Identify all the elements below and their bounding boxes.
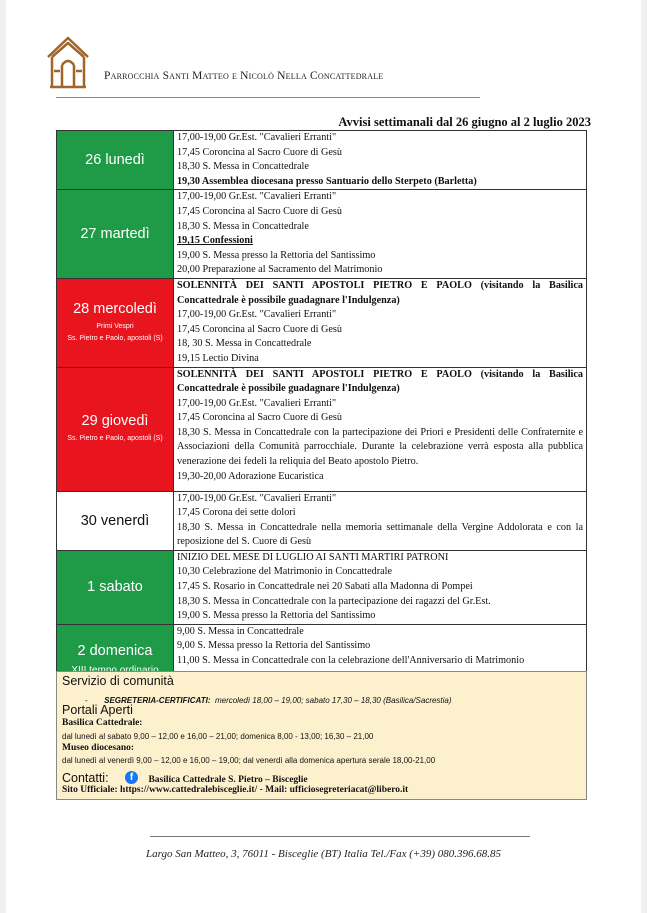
event-line: 18,30 S. Messa in Concattedrale con la partecipazione dei Priori e Presidenti delle Confraternite e Associazioni della Comunità parrocchiale. Durante la celebrazione verrà esposta alla pubblica venerazione dei fedeli la reliquia del Beato apostolo Pietro. (177, 426, 583, 468)
event-line: 19,15 Lectio Divina (177, 352, 259, 364)
facebook-icon[interactable]: f (125, 771, 138, 784)
museo-hours: dal lunedì al venerdì 9,00 – 12,00 e 16,00 – 19,00; dal venerdì alla domenica apertura serale 18,00-21,00 (62, 756, 436, 765)
day-row (57, 131, 587, 190)
events-cell (174, 190, 587, 279)
event-line: 11,00 S. Messa in Concattedrale con la celebrazione dell'Anniversario di Matrimonio (177, 655, 525, 667)
event-line: 18, 30 S. Messa in Concattedrale (177, 338, 312, 350)
day-cell (57, 491, 174, 550)
day-name: 2 domenica (77, 642, 153, 659)
weekly-notices-title: Avvisi settimanali dal 26 giugno al 2 luglio 2023 (338, 115, 591, 129)
events-cell (174, 367, 587, 491)
day-name: 27 martedì (80, 226, 150, 243)
day-name: 28 mercoledì (73, 300, 157, 317)
weekly-schedule-table (56, 130, 587, 695)
parish-name: Parrocchia Santi Matteo e Nicolò Nella Concattedrale (104, 70, 384, 82)
event-line: 20,00 Preparazione al Sacramento del Matrimonio (177, 264, 383, 276)
event-line: 18,30 S. Messa in Concattedrale (177, 161, 309, 173)
day-row (57, 550, 587, 624)
day-row (57, 190, 587, 279)
day-cell (57, 550, 174, 624)
church-logo (44, 35, 92, 91)
event-line: 17,45 S. Rosario in Concattedrale nei 20 Sabati alla Madonna di Pompei (177, 581, 473, 593)
event-line: 17,45 Coroncina al Sacro Cuore di Gesù (177, 146, 342, 158)
segreteria-hours: mercoledì 18,00 – 19,00; sabato 17,30 – 18,30 (Basilica/Sacrestia) (214, 696, 452, 705)
event-line: 17,00-19,00 Gr.Est. "Cavalieri Erranti" (177, 397, 337, 409)
events-cell (174, 491, 587, 550)
event-line: 17,00-19,00 Gr.Est. "Cavalieri Erranti" (177, 492, 337, 504)
event-line: 17,45 Coroncina al Sacro Cuore di Gesù (177, 323, 342, 335)
day-name: 29 giovedì (81, 413, 149, 430)
day-cell (57, 367, 174, 491)
event-line: 18,30 S. Messa in Concattedrale (177, 220, 309, 232)
services-title: Servizio di comunità (62, 674, 174, 688)
day-note: Ss. Pietro e Paolo, apostoli (S) (67, 335, 163, 343)
day-name: 1 sabato (87, 579, 143, 596)
footer-divider (150, 836, 530, 837)
header-divider (56, 97, 480, 98)
event-line: 17,00-19,00 Gr.Est. "Cavalieri Erranti" (177, 191, 337, 203)
solemnity-heading: SOLENNITÀ DEI SANTI APOSTOLI PIETRO E PAOLO (visitando la Basilica Concattedrale è possibile guadagnare l'Indulgenza) (177, 279, 583, 306)
event-line: 17,45 Corona dei sette dolori (177, 507, 296, 519)
events-cell (174, 131, 587, 190)
portali-title: Portali Aperti (62, 703, 133, 717)
event-line: 19,15 Confessioni (177, 235, 253, 247)
solemnity-heading: SOLENNITÀ DEI SANTI APOSTOLI PIETRO E PAOLO (visitando la Basilica Concattedrale è possibile guadagnare l'Indulgenza) (177, 368, 583, 395)
contacts-label: Contatti: (62, 771, 109, 785)
day-note: Primi Vespri (96, 322, 134, 330)
event-line: 17,00-19,00 Gr.Est. "Cavalieri Erranti" (177, 132, 337, 143)
event-line: 9,00 S. Messa in Concattedrale (177, 625, 304, 637)
event-line: 19,30-20,00 Adorazione Eucaristica (177, 470, 324, 482)
event-line: 17,00-19,00 Gr.Est. "Cavalieri Erranti" (177, 309, 337, 321)
footer-address: Largo San Matteo, 3, 76011 - Bisceglie (BT) Italia Tel./Fax (+39) 080.396.68.85 (145, 848, 501, 860)
day-row (57, 278, 587, 367)
website-mail-line[interactable]: Sito Ufficiale: https://www.cattedralebisceglie.it/ - Mail: ufficiosegreteriacat@libero.it (62, 785, 409, 795)
event-line: 18,30 S. Messa in Concattedrale nella memoria settimanale della Vergine Addolorata e con la reposizione del S. Cuore di Gesù (177, 521, 583, 548)
day-cell (57, 278, 174, 367)
museo-label: Museo diocesano: (62, 743, 135, 753)
event-line: 17,45 Coroncina al Sacro Cuore di Gesù (177, 412, 342, 424)
event-line: 19,00 S. Messa presso la Rettoria del Santissimo (177, 249, 376, 261)
basilica-hours: dal lunedì al sabato 9,00 – 12,00 e 16,00 – 21,00; domenica 8,00 - 13,00; 16,30 – 21,00 (62, 732, 374, 741)
day-name: 30 venerdì (80, 512, 150, 529)
event-line: 17,45 Coroncina al Sacro Cuore di Gesù (177, 205, 342, 217)
events-cell (174, 278, 587, 367)
event-line: 19,00 S. Messa presso la Rettoria del Santissimo (177, 610, 376, 622)
day-row (57, 491, 587, 550)
event-line: 9,00 S. Messa presso la Rettoria del Santissimo (177, 640, 371, 652)
day-cell (57, 131, 174, 190)
day-cell (57, 190, 174, 279)
segreteria-label: SEGRETERIA-CERTIFICATI: (104, 696, 211, 705)
event-line: INIZIO DEL MESE DI LUGLIO AI SANTI MARTIRI PATRONI (177, 551, 449, 563)
community-services-box (56, 671, 587, 800)
events-cell (174, 550, 587, 624)
bullet: - (85, 696, 88, 705)
event-line: 19,30 Assemblea diocesana presso Santuario dello Sterpeto (Barletta) (177, 175, 477, 187)
facebook-link[interactable]: Basilica Cattedrale S. Pietro – Bisceglie (148, 775, 308, 785)
day-row (57, 367, 587, 491)
basilica-label: Basilica Cattedrale: (62, 718, 143, 728)
day-note: Ss. Pietro e Paolo, apostoli (S) (67, 435, 163, 443)
day-name: 26 lunedì (85, 152, 145, 169)
event-line: 10,30 Celebrazione del Matrimonio in Concattedrale (177, 566, 393, 578)
segreteria-line (85, 690, 452, 708)
event-line: 18,30 S. Messa in Concattedrale con la partecipazione dei ragazzi del Gr.Est. (177, 595, 491, 607)
